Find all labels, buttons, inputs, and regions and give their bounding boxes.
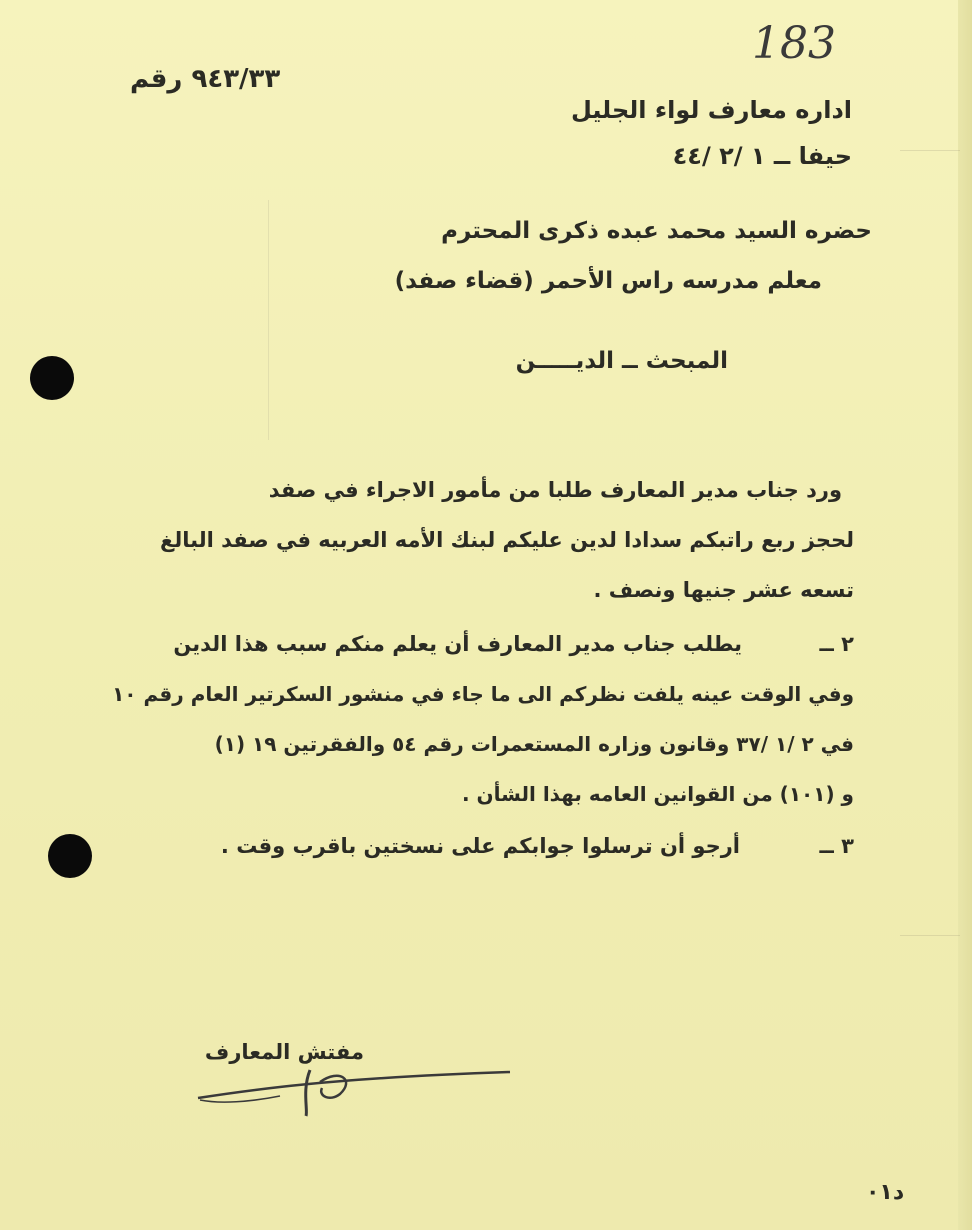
body-line: لحجز ربع راتبكم سدادا لدين عليكم لبنك الأمه العربيه في صفد البالغ [160,528,854,552]
faint-fold-line [268,200,269,440]
footer-code: د٠١ [866,1180,905,1205]
body-line: وفي الوقت عينه يلفت نظركم الى ما جاء في منشور السكرتير العام رقم ١٠ [112,682,854,706]
reference-label: رقم [130,64,183,94]
body-line: في ٢ /١ /٣٧ وقانون وزاره المستعمرات رقم ٥٤ والفقرتين ١٩ (١) [214,732,854,756]
office-header: اداره معارف لواء الجليل [570,96,852,124]
faint-ruled-line [900,935,960,936]
paragraph-number: ٢ ــ [819,632,854,656]
addressee-school: معلم مدرسه راس الأحمر (قضاء صفد) [394,268,822,294]
folio-number: 183 [752,18,836,69]
body-line: يطلب جناب مدير المعارف أن يعلم منكم سبب هذا الدين [173,632,742,656]
handwritten-signature [190,1060,520,1120]
reference-number-value: ٩٤٣/٣٣ [191,64,281,94]
page-edge [958,0,972,1230]
paragraph-number: ٣ ــ [819,834,854,858]
place-date: حيفا ــ ١ /٢ /٤٤ [672,142,852,170]
addressee-name: حضره السيد محمد عبده ذكرى المحترم [441,218,872,244]
body-line: و (١٠١) من القوانين العامه بهذا الشأن . [462,782,854,806]
reference-number [112,64,280,94]
body-line: أرجو أن ترسلوا جوابكم على نسختين باقرب وقت . [220,834,740,858]
subject-line: المبحث ــ الديـــــن [515,348,728,374]
body-line: ورد جناب مدير المعارف طلبا من مأمور الاجراء في صفد [268,478,842,502]
punch-hole [48,834,92,878]
faint-ruled-line [900,150,960,151]
signature-title: مفتش المعارف [204,1040,364,1064]
body-line: تسعه عشر جنيها ونصف . [593,578,854,602]
punch-hole [30,356,74,400]
